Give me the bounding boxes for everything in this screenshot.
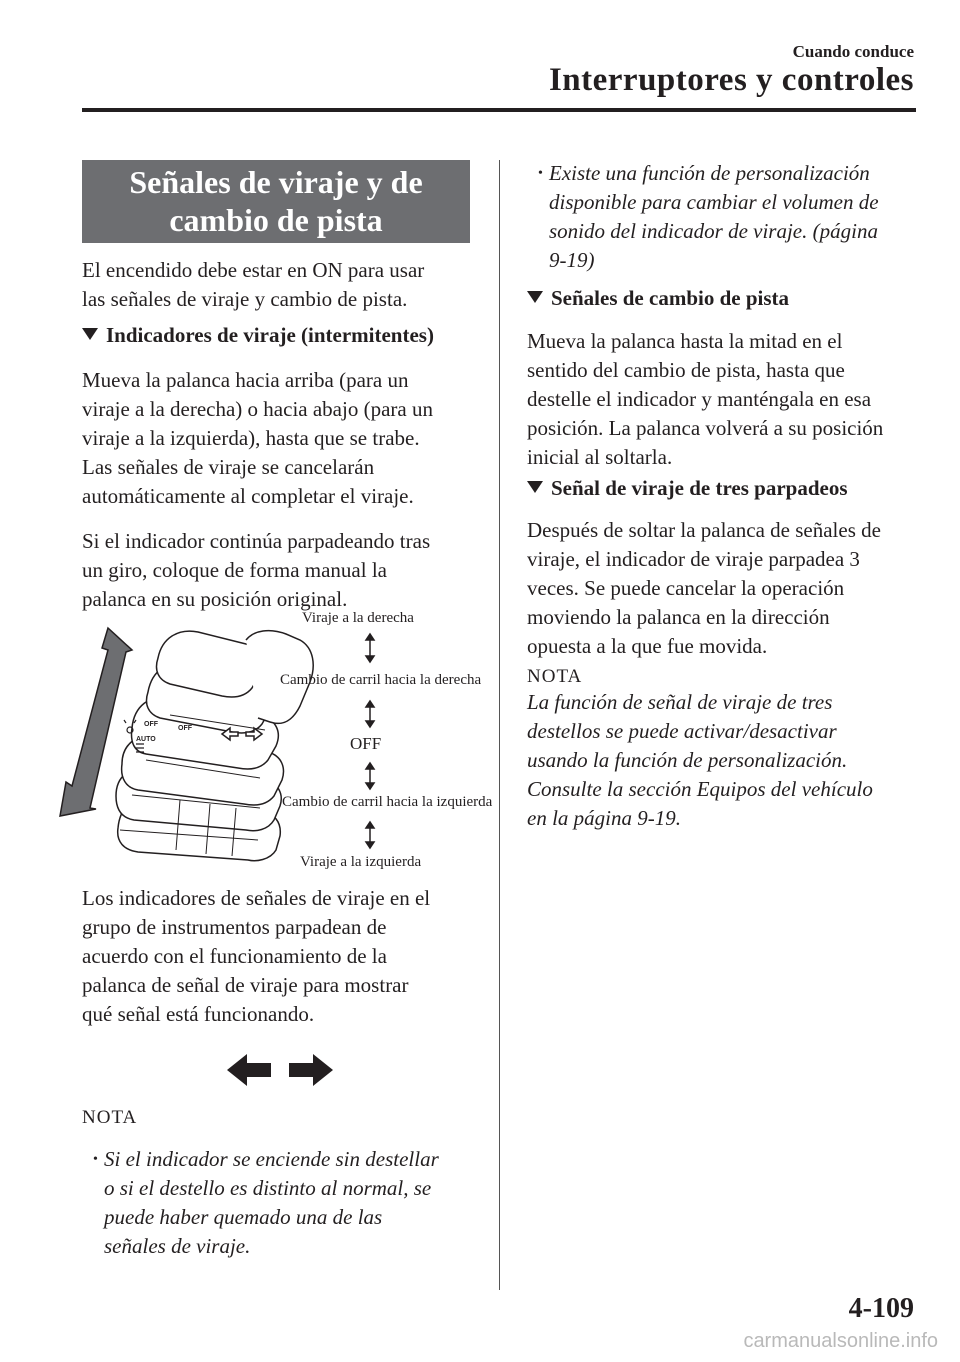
text-line: automáticamente al completar el viraje. [82, 484, 414, 508]
nota-label-right: NOTA [527, 666, 583, 687]
page-title-line2: cambio de pista [169, 202, 383, 238]
chapter-title: Cuando conduce [792, 42, 914, 61]
text-line: veces. Se puede cancelar la operación [527, 576, 845, 600]
subheading-turn-indicators [82, 321, 434, 349]
turn-signal-lever-diagram [50, 610, 500, 880]
text-line: Existe una función de personalización [549, 161, 870, 185]
text-line: viraje a la derecha) o hacia abajo (para un [82, 397, 433, 421]
text-line: posición. La palanca volverá a su posición [527, 416, 884, 440]
nota-label-left: NOTA [82, 1107, 138, 1128]
bullet-dot-icon: • [93, 1152, 98, 1167]
text-line: destellos se puede activar/desactivar [527, 719, 837, 743]
text-line: un giro, coloque de forma manual la [82, 558, 387, 582]
switch-mark: OFF [178, 725, 192, 732]
text-line: o si el destello es distinto al normal, se [104, 1176, 432, 1200]
intro-paragraph [82, 256, 424, 314]
watermark: carmanualsonline.info [743, 1330, 938, 1352]
nota-bullet-right [538, 159, 879, 275]
page-title-line1: Señales de viraje y de [129, 164, 423, 200]
subheading-three-flash [527, 474, 848, 502]
label-lane-change-left: Cambio de carril hacia la izquierda [282, 794, 493, 810]
nota-text-right [527, 688, 873, 833]
reset-paragraph [82, 527, 430, 614]
triangle-bullet-icon [82, 328, 98, 340]
header-rule [82, 108, 916, 112]
bullet-dot-icon: • [538, 166, 543, 181]
text-line: Los indicadores de señales de viraje en el [82, 886, 431, 910]
triangle-bullet-icon [527, 291, 543, 303]
text-line: disponible para cambiar el volumen de [549, 190, 879, 214]
subheading-lane-change [527, 284, 789, 312]
section-title: Interruptores y controles [548, 62, 914, 98]
text-line: puede haber quemado una de las [104, 1205, 383, 1229]
label-off: OFF [350, 734, 382, 753]
label-left-turn: Viraje a la izquierda [300, 854, 422, 870]
nota-bullet-left [93, 1145, 439, 1261]
switch-mark: OFF [144, 721, 158, 728]
text-line: Mueva la palanca hacia arriba (para un [82, 368, 409, 392]
text-line: viraje a la izquierda), hasta que se trabe. [82, 426, 420, 450]
switch-mark: AUTO [136, 736, 156, 743]
cluster-paragraph [82, 884, 430, 1029]
text-line: en la página 9-19. [527, 806, 681, 830]
triangle-bullet-icon [527, 481, 543, 493]
text-line: inicial al soltarla. [527, 445, 673, 469]
text-line: grupo de instrumentos parpadean de [82, 915, 387, 939]
label-right-turn: Viraje a la derecha [302, 610, 414, 626]
turn-indicator-symbols [225, 1052, 335, 1088]
text-line: viraje, el indicador de viraje parpadea 3 [527, 547, 860, 571]
lane-change-paragraph [527, 327, 883, 472]
subheading-text: Indicadores de viraje (intermitentes) [106, 323, 434, 347]
text-line: palanca en su posición original. [82, 587, 348, 611]
right-arrow-icon [289, 1054, 333, 1086]
text-line: señales de viraje. [104, 1234, 251, 1258]
text-line: sonido del indicador de viraje. (página [549, 219, 878, 243]
text-line: El encendido debe estar en ON para usar [82, 258, 425, 282]
text-line: La función de señal de viraje de tres [527, 690, 833, 714]
subheading-text: Señales de cambio de pista [551, 286, 790, 310]
page-title [82, 160, 470, 243]
lever-illustration [50, 610, 500, 880]
text-line: Si el indicador continúa parpadeando tras [82, 529, 431, 553]
text-line: Si el indicador se enciende sin destellar [104, 1147, 439, 1171]
subheading-text: Señal de viraje de tres parpadeos [551, 476, 848, 500]
left-arrow-icon [227, 1054, 271, 1086]
text-line: sentido del cambio de pista, hasta que [527, 358, 845, 382]
text-line: Mueva la palanca hasta la mitad en el [527, 329, 843, 353]
text-line: usando la función de personalización. [527, 748, 848, 772]
text-line: destelle el indicador y manténgala en esa [527, 387, 872, 411]
text-line: opuesta a la que fue movida. [527, 634, 768, 658]
text-line: Las señales de viraje se cancelarán [82, 455, 375, 479]
text-line: palanca de señal de viraje para mostrar [82, 973, 409, 997]
text-line: moviendo la palanca en la dirección [527, 605, 830, 629]
text-line: qué señal está funcionando. [82, 1002, 315, 1026]
text-line: Después de soltar la palanca de señales de [527, 518, 881, 542]
label-lane-change-right: Cambio de carril hacia la derecha [280, 672, 482, 688]
text-line: Consulte la sección Equipos del vehículo [527, 777, 873, 801]
text-line: 9-19) [549, 248, 595, 272]
page-number: 4-109 [848, 1293, 914, 1324]
turn-paragraph [82, 366, 433, 511]
three-flash-paragraph [527, 516, 881, 661]
text-line: acuerdo con el funcionamiento de la [82, 944, 387, 968]
text-line: las señales de viraje y cambio de pista. [82, 287, 408, 311]
